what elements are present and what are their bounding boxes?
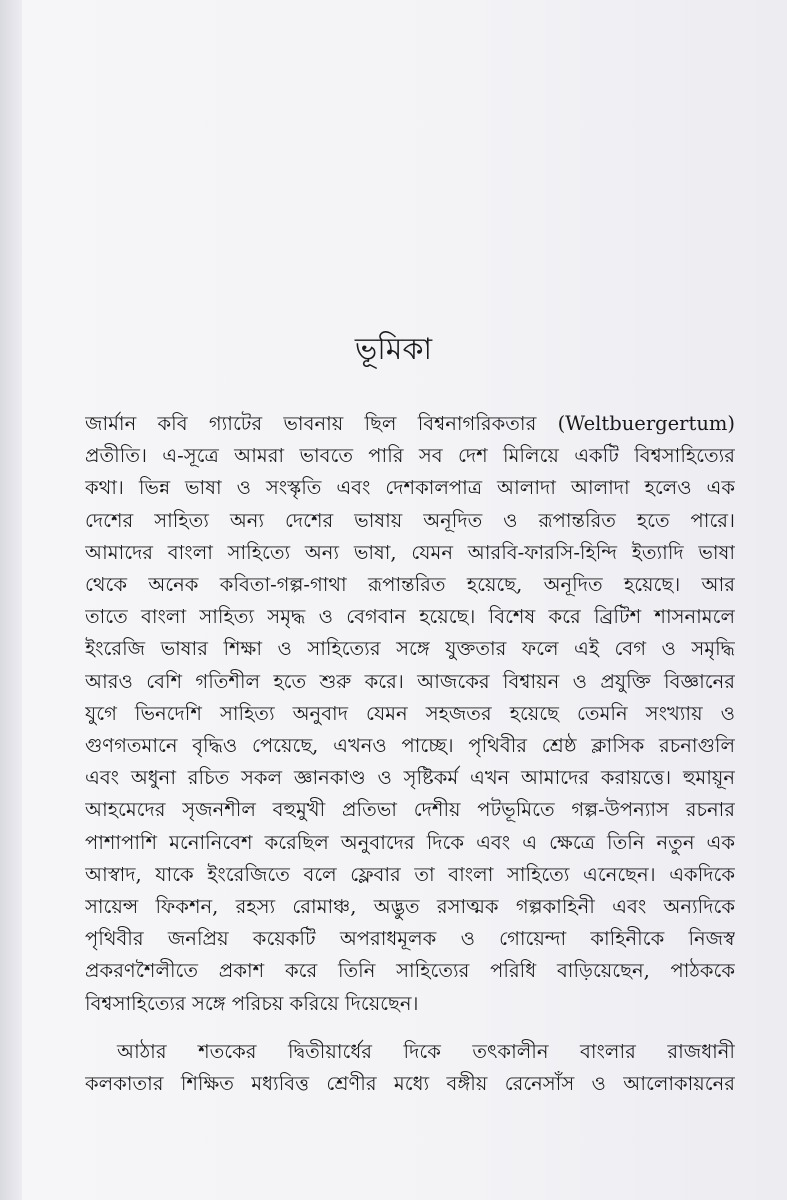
- text-line: কলকাতার শিক্ষিত মধ্যবিত্ত শ্রেণীর মধ্যে বঙ্গীয় রেনেসাঁস ও আলোকায়নের: [85, 1072, 735, 1096]
- text-line: পাশাপাশি মনোনিবেশ করেছিল অনুবাদের দিকে এবং এ ক্ষেত্রে তিনি নতুন এক: [85, 830, 735, 854]
- page-gutter-shadow: [0, 0, 22, 1200]
- text-line: আহমেদের সৃজনশীল বহুমুখী প্রতিভা দেশীয় পটভূমিতে গল্প-উপন্যাস রচনার: [85, 798, 735, 822]
- page-heading: ভূমিকা: [354, 332, 433, 367]
- text-line: কথা। ভিন্ন ভাষা ও সংস্কৃতি এবং দেশকালপাত্র আলাদা আলাদা হলেও এক: [85, 476, 735, 500]
- text-line: প্রকরণশৈলীতে প্রকাশ করে তিনি সাহিত্যের পরিধি বাড়িয়েছেন, পাঠককে: [85, 959, 735, 983]
- text-line: থেকে অনেক কবিতা-গল্প-গাথা রূপান্তরিত হয়েছে, অনূদিত হয়েছে। আর: [85, 573, 735, 597]
- text-line: সায়েন্স ফিকশন, রহস্য রোমাঞ্চ, অদ্ভুত রসাত্মক গল্পকাহিনী এবং অন্যদিকে: [85, 895, 735, 919]
- text-line: জার্মান কবি গ্যাটের ভাবনায় ছিল বিশ্বনাগরিকতার (Weltbuergertum): [85, 412, 735, 435]
- text-line: বিশ্বসাহিত্যের সঙ্গে পরিচয় করিয়ে দিয়েছেন।: [85, 991, 419, 1015]
- text-line: ইংরেজি ভাষার শিক্ষা ও সাহিত্যের সঙ্গে যুক্ততার ফলে এই বেগ ও সমৃদ্ধি: [85, 637, 735, 661]
- paragraph-gap: [85, 1020, 735, 1036]
- text-line: এবং অধুনা রচিত সকল জ্ঞানকাণ্ড ও সৃষ্টিকর্ম এখন আমাদের করায়ত্তে। হুমায়ূন: [85, 766, 735, 790]
- text-line: আরও বেশি গতিশীল হতে শুরু করে। আজকের বিশ্বায়ন ও প্রযুক্তি বিজ্ঞানের: [85, 669, 735, 693]
- text-line: দেশের সাহিত্য অন্য দেশের ভাষায় অনূদিত ও রূপান্তরিত হতে পারে।: [85, 508, 735, 532]
- paragraph-1: [85, 408, 735, 1020]
- text-line: প্রতীতি। এ-সূত্রে আমরা ভাবতে পারি সব দেশ মিলিয়ে একটি বিশ্বসাহিত্যের: [85, 444, 735, 468]
- text-line: তাতে বাংলা সাহিত্য সমৃদ্ধ ও বেগবান হয়েছে। বিশেষ করে ব্রিটিশ শাসনামলে: [85, 605, 735, 629]
- text-line: আস্বাদ, যাকে ইংরেজিতে বলে ফ্লেবার তা বাংলা সাহিত্যে এনেছেন। একদিকে: [85, 862, 735, 886]
- text-line: আঠার শতকের দ্বিতীয়ার্ধের দিকে তৎকালীন বাংলার রাজধানী: [117, 1039, 735, 1063]
- text-line: পৃথিবীর জনপ্রিয় কয়েকটি অপরাধমূলক ও গোয়েন্দা কাহিনীকে নিজস্ব: [85, 927, 735, 951]
- text-line: আমাদের বাংলা সাহিত্যে অন্য ভাষা, যেমন আরবি-ফারসি-হিন্দি ইত্যাদি ভাষা: [85, 540, 735, 564]
- text-line: যুগে ভিনদেশি সাহিত্য অনুবাদ যেমন সহজতর হয়েছে তেমনি সংখ্যায় ও: [85, 701, 735, 725]
- text-line: গুণগতমানে বৃদ্ধিও পেয়েছে, এখনও পাচ্ছে। পৃথিবীর শ্রেষ্ঠ ক্লাসিক রচনাগুলি: [85, 734, 735, 758]
- body-text: [85, 408, 735, 1100]
- paragraph-2: [85, 1036, 735, 1100]
